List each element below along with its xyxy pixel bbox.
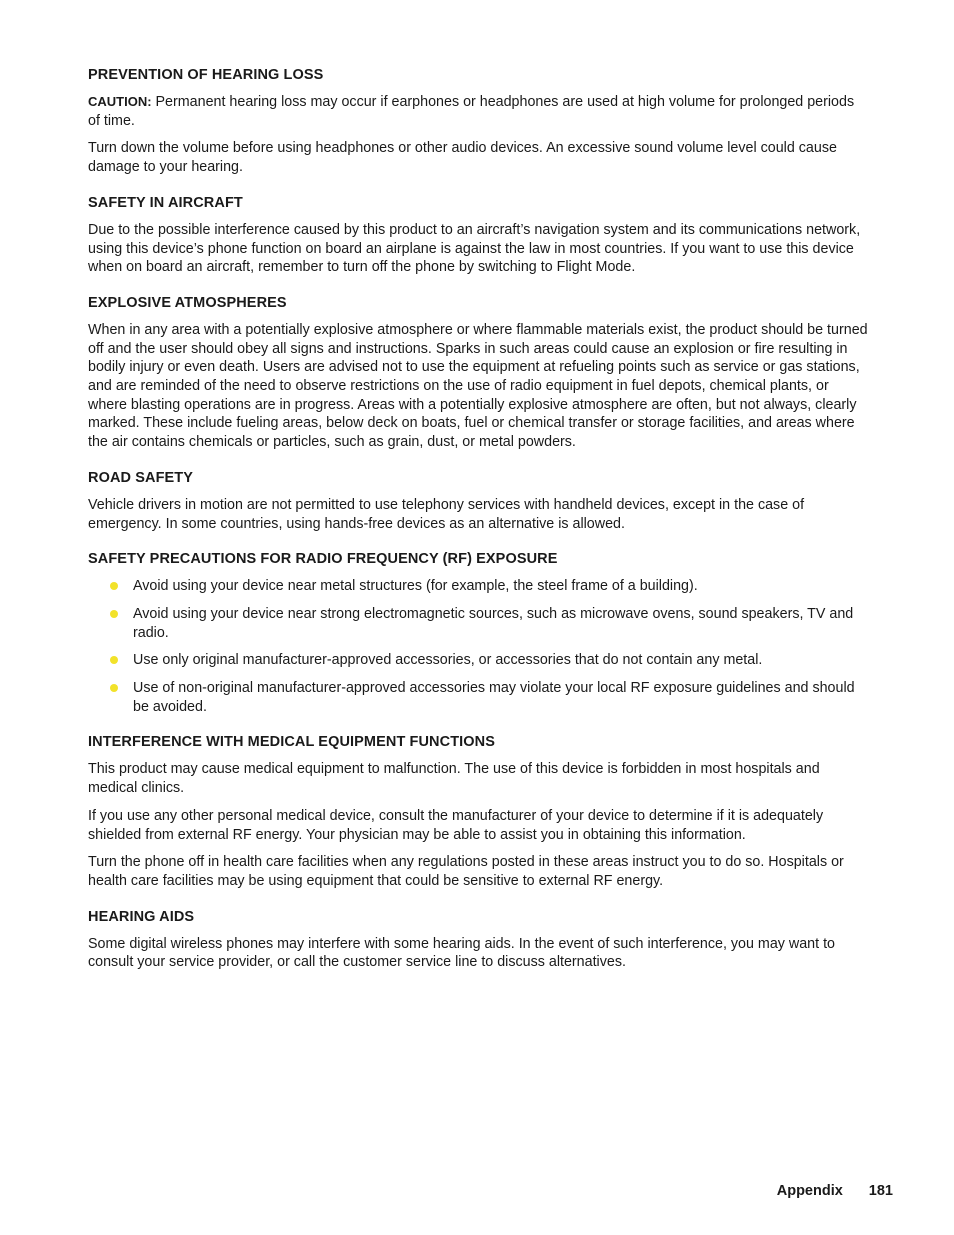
section-road-safety <box>88 469 868 533</box>
list-item <box>88 651 868 670</box>
section-rf-exposure <box>88 550 868 716</box>
paragraph: Some digital wireless phones may interfere with some hearing aids. In the event of such interference, you may want to consult your service provider, or call the customer service line to discuss alternatives. <box>88 935 835 971</box>
section-heading: ROAD SAFETY <box>88 469 194 486</box>
paragraph: If you use any other personal medical device, consult the manufacturer of your device to determine if it is adequately shielded from external RF energy. Your physician may be able to assist you in obtaining this information. <box>88 807 824 843</box>
list-item <box>88 679 868 716</box>
list-item-text: Use of non-original manufacturer-approved accessories may violate your local RF exposure guidelines and should be avoided. <box>133 680 855 715</box>
paragraph: When in any area with a potentially explosive atmosphere or where flammable materials exist, the product should be turned off and the user should obey all signs and instructions. Sparks in such areas could cause an explosion or fire resulting in bodily injury or even death. Users are advised not to use the equipment at refueling points such as service or gas stations, and are reminded of the need to observe restrictions on the use of radio equipment in fuel depots, chemical plants, or where blasting operations are in progress. Areas with a potentially explosive atmosphere are often, but not always, clearly marked. These include fueling areas, below deck on boats, fuel or chemical transfer or storage facilities, and areas where the air contains chemicals or particles, such as grain, dust, or metal powders. <box>88 321 868 451</box>
caution-paragraph <box>88 93 868 130</box>
caution-text: Permanent hearing loss may occur if earphones or headphones are used at high volume for prolonged periods of time. <box>88 94 855 129</box>
bullet-icon <box>110 610 118 618</box>
caution-label: CAUTION: <box>88 94 152 109</box>
list-item-text: Avoid using your device near strong electromagnetic sources, such as microwave ovens, sound speakers, TV and radio. <box>133 605 854 641</box>
section-aircraft <box>88 194 868 277</box>
page-number: 181 <box>868 1183 893 1199</box>
list-item <box>88 605 868 642</box>
page-content <box>88 66 868 989</box>
list-item-text: Use only original manufacturer-approved accessories, or accessories that do not contain any metal. <box>133 652 763 669</box>
bullet-icon <box>110 684 118 692</box>
list-item-text: Avoid using your device near metal structures (for example, the steel frame of a building). <box>133 578 698 595</box>
section-heading: INTERFERENCE WITH MEDICAL EQUIPMENT FUNCTIONS <box>88 734 496 751</box>
page-footer <box>777 1183 893 1199</box>
section-heading: PREVENTION OF HEARING LOSS <box>88 67 324 83</box>
paragraph: This product may cause medical equipment to malfunction. The use of this device is forbidden in most hospitals and medical clinics. <box>88 761 820 797</box>
paragraph: Turn down the volume before using headphones or other audio devices. An excessive sound volume level could cause damage to your hearing. <box>88 140 837 176</box>
section-heading: SAFETY IN AIRCRAFT <box>88 194 243 211</box>
section-explosive <box>88 294 868 452</box>
footer-section-label: Appendix <box>776 1183 843 1199</box>
paragraph: Due to the possible interference caused by this product to an aircraft’s navigation system and its communications network, using this device’s phone function on board an airplane is against the law in most countries. If you want to use this device when on board an aircraft, remember to turn off the phone by switching to Flight Mode. <box>88 221 861 276</box>
bullet-list <box>88 577 868 716</box>
paragraph: Vehicle drivers in motion are not permitted to use telephony services with handheld devices, except in the case of emergency. In some countries, using hands-free devices as an alternative is allowed. <box>88 496 805 532</box>
section-medical <box>88 733 868 890</box>
section-heading: HEARING AIDS <box>88 908 195 925</box>
list-item <box>88 577 868 596</box>
bullet-icon <box>110 656 118 664</box>
section-hearing-aids <box>88 908 868 972</box>
section-heading: EXPLOSIVE ATMOSPHERES <box>88 294 287 311</box>
section-hearing-loss <box>88 66 868 177</box>
section-heading: SAFETY PRECAUTIONS FOR RADIO FREQUENCY (RF) EXPOSURE <box>88 551 558 568</box>
bullet-icon <box>110 582 118 590</box>
paragraph: Turn the phone off in health care facilities when any regulations posted in these areas instruct you to do so. Hospitals or health care facilities may be using equipment that could be sensitive to external RF energy. <box>88 854 844 889</box>
